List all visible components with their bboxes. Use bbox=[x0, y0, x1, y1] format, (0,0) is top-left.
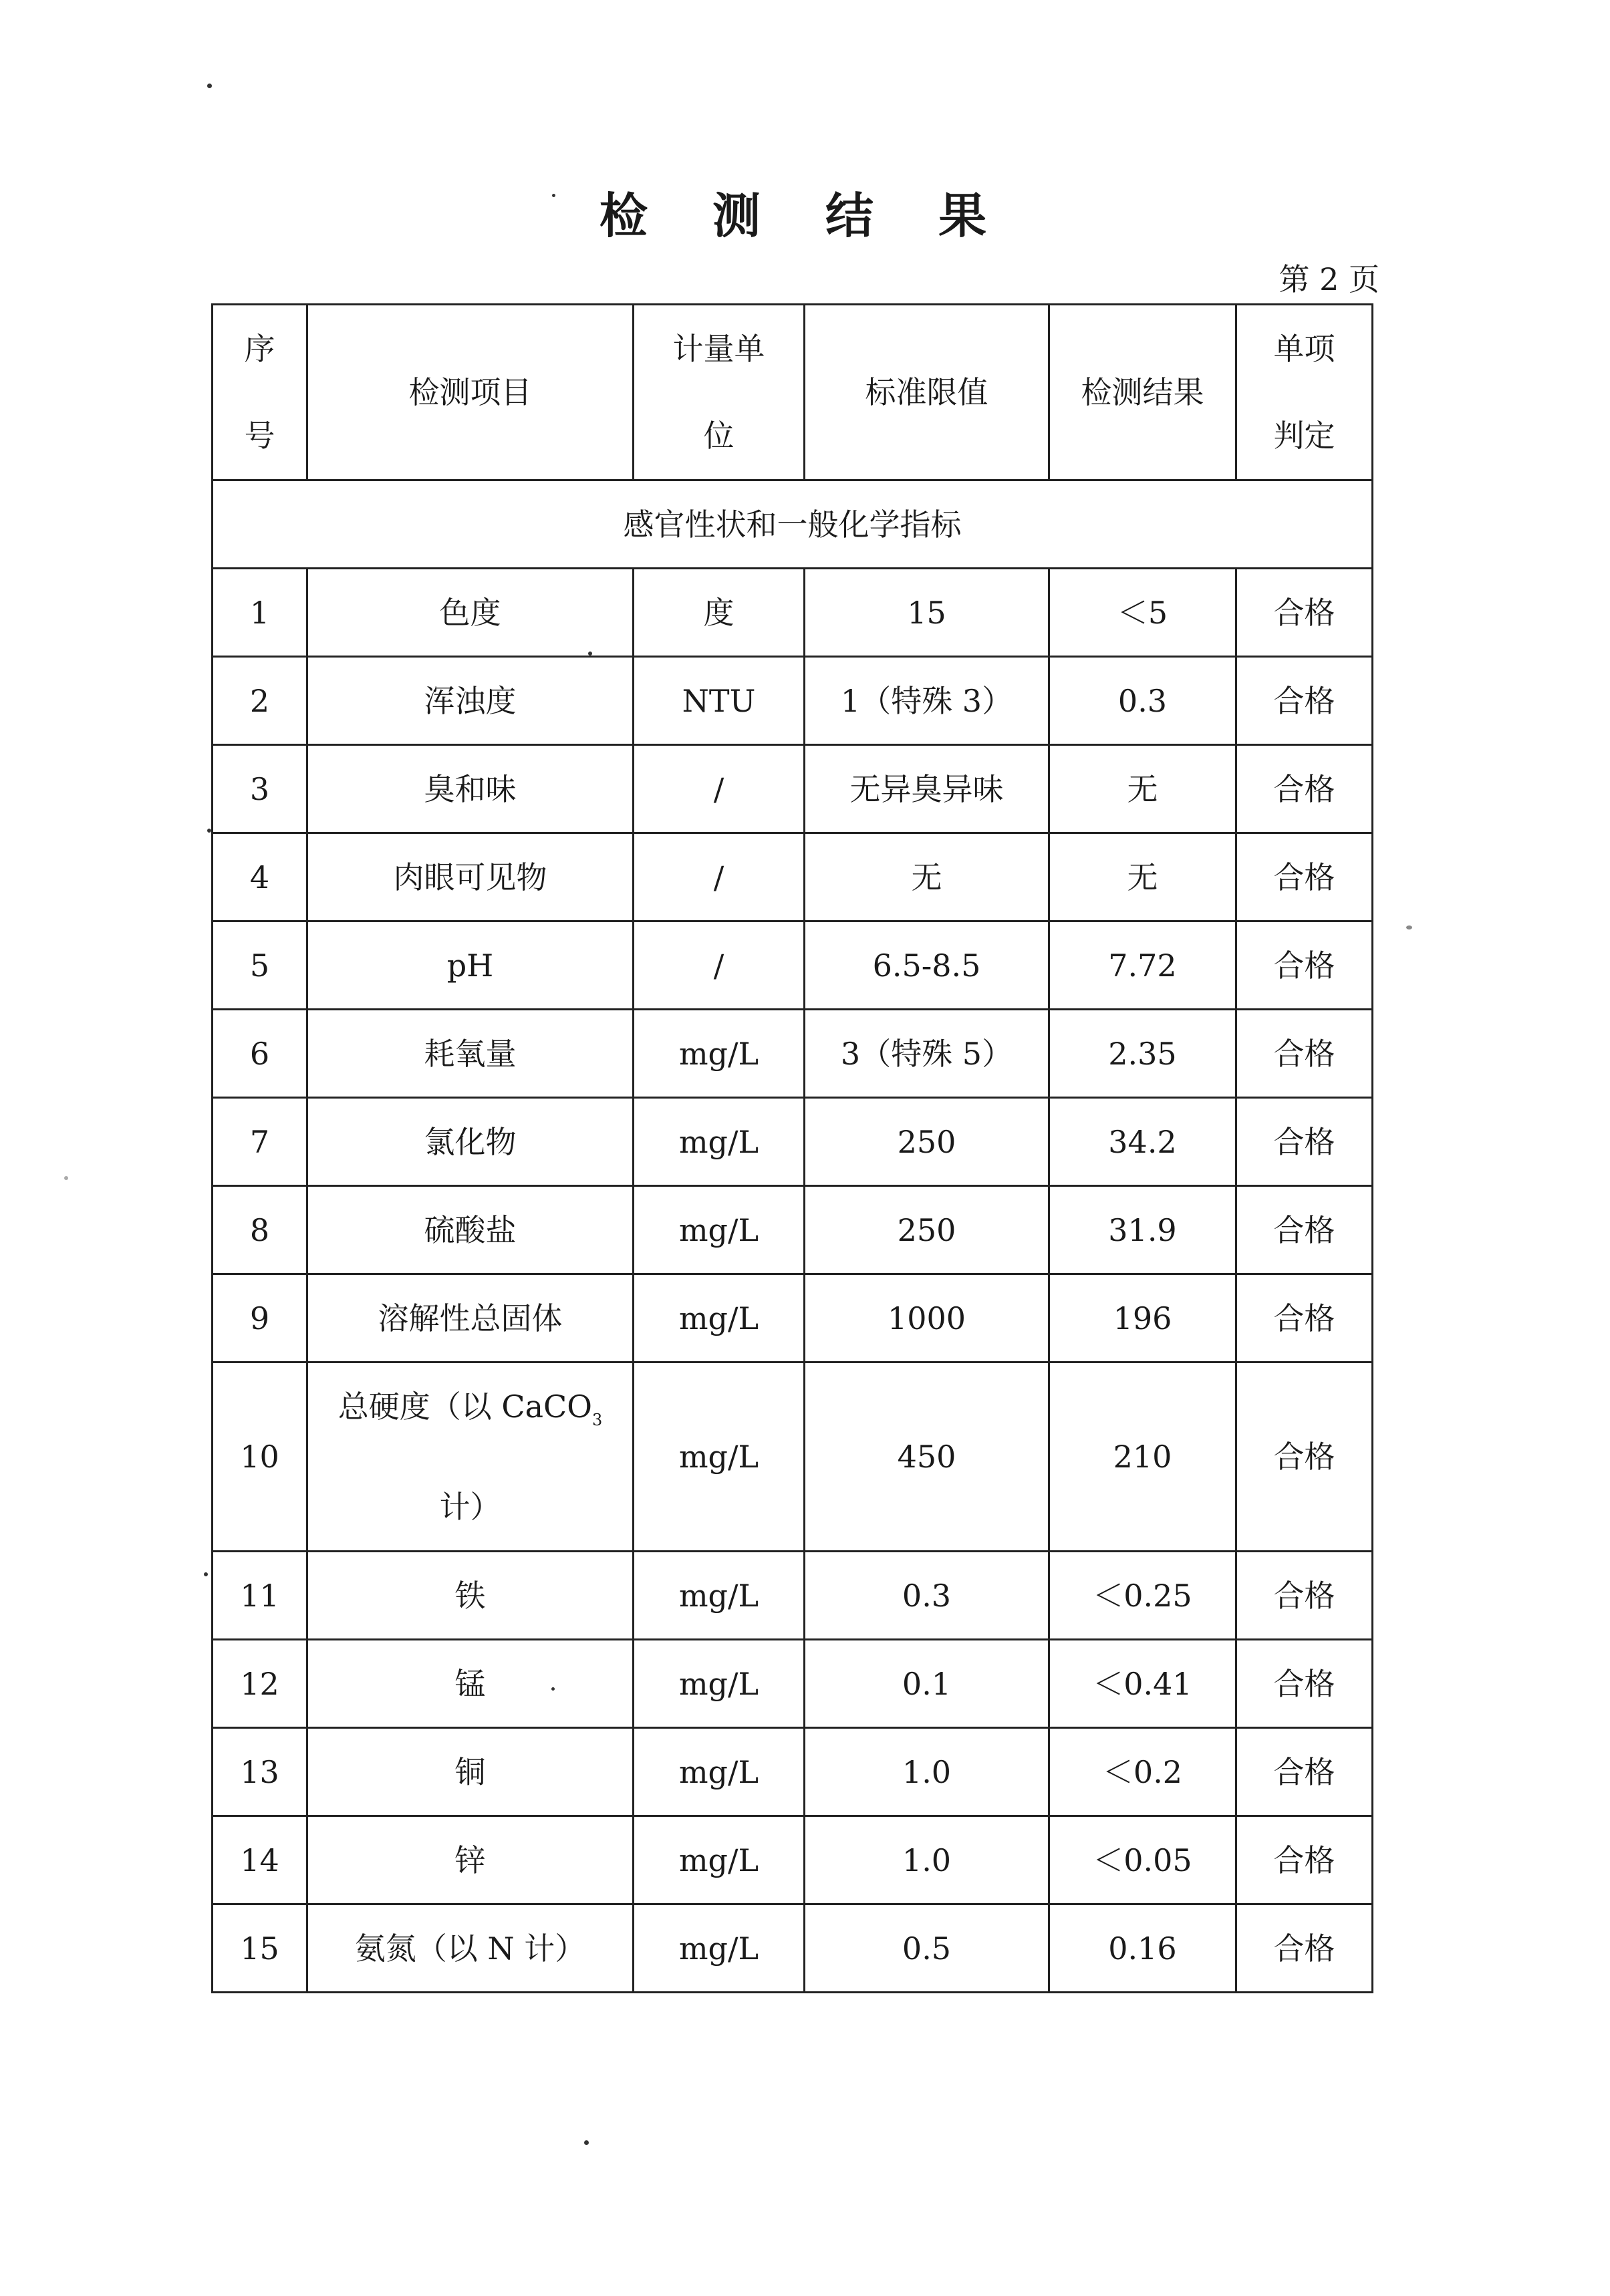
table-row bbox=[213, 657, 1373, 745]
cell-item: 锌 bbox=[307, 1816, 634, 1904]
header-result: 检测结果 bbox=[1049, 305, 1236, 480]
table-row bbox=[213, 1274, 1373, 1362]
cell-unit: mg/L bbox=[634, 1904, 805, 1993]
cell-limit: 0.5 bbox=[805, 1904, 1049, 1993]
cell-result: ＜0.05 bbox=[1049, 1816, 1236, 1904]
cell-judgement: 合格 bbox=[1236, 1362, 1373, 1552]
header-item: 检测项目 bbox=[307, 305, 634, 480]
scan-speck bbox=[1406, 925, 1412, 929]
cell-unit: mg/L bbox=[634, 1816, 805, 1904]
scan-speck bbox=[588, 652, 592, 656]
cell-limit: 15 bbox=[805, 569, 1049, 657]
cell-result: ＜5 bbox=[1049, 569, 1236, 657]
table-row bbox=[213, 1098, 1373, 1186]
cell-result: ＜0.2 bbox=[1049, 1728, 1236, 1816]
cell-result: 34.2 bbox=[1049, 1098, 1236, 1186]
cell-judgement: 合格 bbox=[1236, 657, 1373, 745]
scan-speck bbox=[207, 84, 212, 88]
cell-limit: 1.0 bbox=[805, 1816, 1049, 1904]
cell-limit: 0.1 bbox=[805, 1640, 1049, 1728]
cell-no: 5 bbox=[213, 921, 307, 1010]
cell-judgement: 合格 bbox=[1236, 1274, 1373, 1362]
cell-judgement: 合格 bbox=[1236, 833, 1373, 921]
cell-no: 10 bbox=[213, 1362, 307, 1552]
scan-speck bbox=[207, 829, 211, 833]
cell-result: 31.9 bbox=[1049, 1186, 1236, 1274]
cell-unit: mg/L bbox=[634, 1552, 805, 1640]
cell-result: ＜0.25 bbox=[1049, 1552, 1236, 1640]
table-row bbox=[213, 745, 1373, 833]
cell-judgement: 合格 bbox=[1236, 745, 1373, 833]
cell-no: 8 bbox=[213, 1186, 307, 1274]
cell-no: 13 bbox=[213, 1728, 307, 1816]
cell-item: 色度 bbox=[307, 569, 634, 657]
cell-result: 0.3 bbox=[1049, 657, 1236, 745]
cell-judgement: 合格 bbox=[1236, 569, 1373, 657]
cell-no: 4 bbox=[213, 833, 307, 921]
cell-unit: mg/L bbox=[634, 1186, 805, 1274]
cell-result: 0.16 bbox=[1049, 1904, 1236, 1993]
cell-limit: 0.3 bbox=[805, 1552, 1049, 1640]
cell-judgement: 合格 bbox=[1236, 1728, 1373, 1816]
cell-judgement: 合格 bbox=[1236, 1010, 1373, 1098]
cell-result: 210 bbox=[1049, 1362, 1236, 1552]
cell-unit: mg/L bbox=[634, 1274, 805, 1362]
table-row bbox=[213, 1552, 1373, 1640]
table-row bbox=[213, 921, 1373, 1010]
section-title: 感官性状和一般化学指标 bbox=[213, 480, 1373, 569]
cell-item: 硫酸盐 bbox=[307, 1186, 634, 1274]
cell-no: 2 bbox=[213, 657, 307, 745]
cell-judgement: 合格 bbox=[1236, 921, 1373, 1010]
table-row bbox=[213, 1728, 1373, 1816]
scan-speck bbox=[584, 2140, 589, 2145]
cell-item: 氯化物 bbox=[307, 1098, 634, 1186]
cell-unit: NTU bbox=[634, 657, 805, 745]
cell-item: 铁 bbox=[307, 1552, 634, 1640]
cell-item: 臭和味 bbox=[307, 745, 634, 833]
cell-limit: 1（特殊 3） bbox=[805, 657, 1049, 745]
table-row bbox=[213, 1904, 1373, 1993]
cell-unit: mg/L bbox=[634, 1362, 805, 1552]
results-table bbox=[211, 303, 1373, 1993]
cell-item: 氨氮（以 N 计） bbox=[307, 1904, 634, 1993]
table-row bbox=[213, 1640, 1373, 1728]
cell-unit: 度 bbox=[634, 569, 805, 657]
cell-unit: / bbox=[634, 833, 805, 921]
cell-limit: 250 bbox=[805, 1098, 1049, 1186]
cell-judgement: 合格 bbox=[1236, 1098, 1373, 1186]
cell-no: 1 bbox=[213, 569, 307, 657]
cell-limit: 3（特殊 5） bbox=[805, 1010, 1049, 1098]
cell-no: 3 bbox=[213, 745, 307, 833]
cell-item-line2: 计） bbox=[439, 1489, 501, 1525]
header-seq: 序 号 bbox=[213, 305, 307, 480]
cell-no: 6 bbox=[213, 1010, 307, 1098]
cell-limit: 450 bbox=[805, 1362, 1049, 1552]
cell-limit: 1.0 bbox=[805, 1728, 1049, 1816]
cell-judgement: 合格 bbox=[1236, 1816, 1373, 1904]
cell-no: 11 bbox=[213, 1552, 307, 1640]
cell-no: 14 bbox=[213, 1816, 307, 1904]
section-row bbox=[213, 480, 1373, 569]
cell-result: 196 bbox=[1049, 1274, 1236, 1362]
cell-unit: mg/L bbox=[634, 1728, 805, 1816]
cell-unit: mg/L bbox=[634, 1098, 805, 1186]
cell-no: 15 bbox=[213, 1904, 307, 1993]
cell-judgement: 合格 bbox=[1236, 1186, 1373, 1274]
cell-item: 浑浊度 bbox=[307, 657, 634, 745]
table-row bbox=[213, 1010, 1373, 1098]
cell-judgement: 合格 bbox=[1236, 1904, 1373, 1993]
cell-item: 锰 bbox=[307, 1640, 634, 1728]
cell-unit: mg/L bbox=[634, 1640, 805, 1728]
cell-result: 2.35 bbox=[1049, 1010, 1236, 1098]
header-limit: 标准限值 bbox=[805, 305, 1049, 480]
header-judgement: 单项 判定 bbox=[1236, 305, 1373, 480]
cell-result: 无 bbox=[1049, 833, 1236, 921]
cell-limit: 1000 bbox=[805, 1274, 1049, 1362]
cell-unit: / bbox=[634, 921, 805, 1010]
cell-unit: mg/L bbox=[634, 1010, 805, 1098]
cell-item: 耗氧量 bbox=[307, 1010, 634, 1098]
cell-result: 无 bbox=[1049, 745, 1236, 833]
header-unit: 计量单 位 bbox=[634, 305, 805, 480]
cell-result: ＜0.41 bbox=[1049, 1640, 1236, 1728]
table-row bbox=[213, 569, 1373, 657]
cell-item: 肉眼可见物 bbox=[307, 833, 634, 921]
cell-item: 铜 bbox=[307, 1728, 634, 1816]
cell-no: 9 bbox=[213, 1274, 307, 1362]
table-row bbox=[213, 1362, 1373, 1552]
cell-item: 溶解性总固体 bbox=[307, 1274, 634, 1362]
cell-judgement: 合格 bbox=[1236, 1552, 1373, 1640]
scan-speck bbox=[64, 1176, 68, 1180]
scan-speck bbox=[551, 1687, 555, 1691]
page-title: 检 测 结 果 bbox=[599, 188, 1011, 244]
page-number: 第 2 页 bbox=[1279, 261, 1379, 297]
table-header-row bbox=[213, 305, 1373, 480]
cell-no: 7 bbox=[213, 1098, 307, 1186]
scan-speck bbox=[204, 1572, 208, 1576]
cell-unit: / bbox=[634, 745, 805, 833]
cell-result: 7.72 bbox=[1049, 921, 1236, 1010]
cell-limit: 6.5-8.5 bbox=[805, 921, 1049, 1010]
cell-item-line1: 总硬度（以 CaCO$_3$ bbox=[338, 1389, 603, 1429]
cell-limit: 无 bbox=[805, 833, 1049, 921]
cell-judgement: 合格 bbox=[1236, 1640, 1373, 1728]
cell-item: pH bbox=[307, 921, 634, 1010]
scan-speck bbox=[552, 194, 555, 197]
cell-limit: 250 bbox=[805, 1186, 1049, 1274]
cell-no: 12 bbox=[213, 1640, 307, 1728]
table-row bbox=[213, 1816, 1373, 1904]
table-row bbox=[213, 833, 1373, 921]
cell-limit: 无异臭异味 bbox=[805, 745, 1049, 833]
table-row bbox=[213, 1186, 1373, 1274]
cell-item bbox=[307, 1362, 634, 1552]
